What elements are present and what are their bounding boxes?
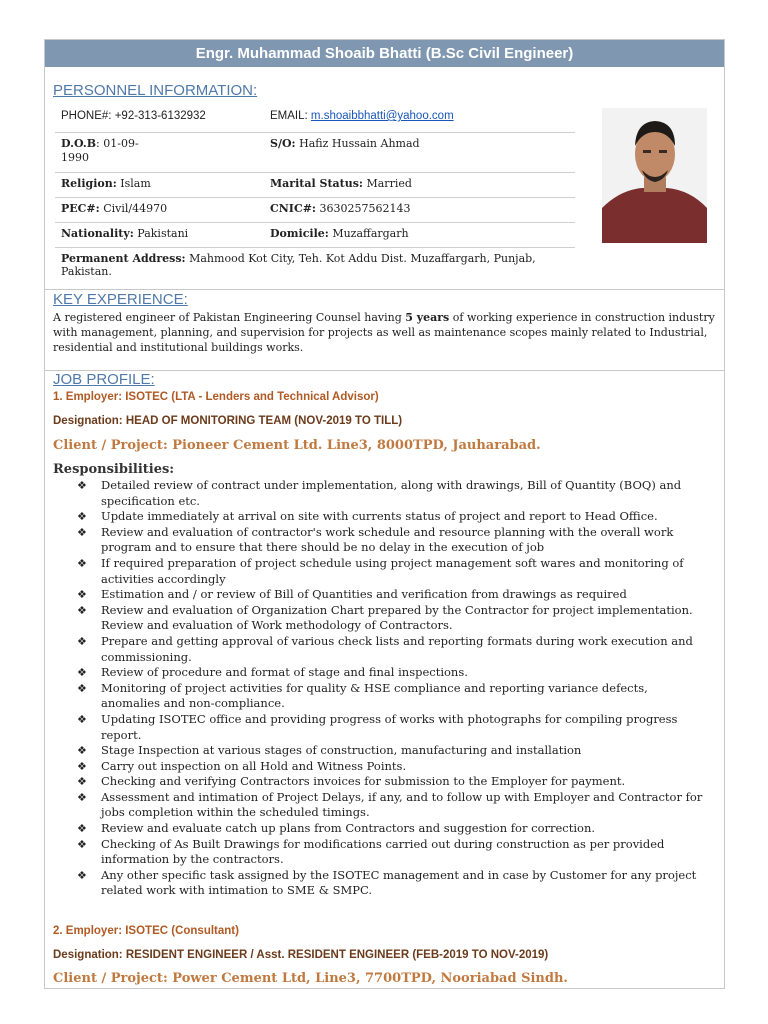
job-profile-heading: JOB PROFILE: xyxy=(53,371,155,388)
responsibilities-heading: Responsibilities: xyxy=(53,462,175,477)
email-label: EMAIL: xyxy=(270,110,308,122)
diamond-bullet-icon: ❖ xyxy=(77,681,87,695)
list-item: ❖ Estimation and / or review of Bill of Quantities and verification from drawings as required xyxy=(77,587,627,602)
list-item: ❖ Review of procedure and format of stage and final inspections. xyxy=(77,665,468,680)
employer-2-value: ISOTEC (Consultant) xyxy=(125,925,239,937)
diamond-bullet-icon: ❖ xyxy=(77,712,87,726)
experience-text-2: of working experience in construction industry with management, planning, and supervision for projects as well as maintenance scopes mainly related to Industrial, residential and institutional buildings works. xyxy=(53,311,715,354)
list-item: ❖ Stage Inspection at various stages of construction, manufacturing and installation xyxy=(77,743,582,758)
resume-page xyxy=(44,39,725,989)
designation-1-label: Designation: xyxy=(53,415,123,427)
diamond-bullet-icon: ❖ xyxy=(77,588,87,602)
religion-label: Religion: xyxy=(61,177,117,190)
experience-text-1: A registered engineer of Pakistan Engineering Counsel having xyxy=(53,311,406,324)
experience-text xyxy=(53,310,717,355)
info-row xyxy=(55,106,575,133)
diamond-bullet-icon: ❖ xyxy=(77,822,87,836)
designation-2-value: RESIDENT ENGINEER / Asst. RESIDENT ENGINEER (FEB-2019 TO NOV-2019) xyxy=(125,949,549,961)
designation-1-value: HEAD OF MONITORING TEAM (NOV-2019 TO TILL) xyxy=(125,415,403,427)
list-item: ❖ Checking and verifying Contractors invoices for submission to the Employer for payment. xyxy=(77,774,626,789)
email-link[interactable]: m.shoaibbhatti@yahoo.com xyxy=(310,110,454,122)
nationality-label: Nationality: xyxy=(61,227,134,240)
domicile-value: Muzaffargarh xyxy=(332,227,409,240)
employer-1-value: ISOTEC (LTA - Lenders and Technical Advisor) xyxy=(125,391,379,403)
diamond-bullet-icon: ❖ xyxy=(77,603,87,617)
list-item: ❖ Monitoring of project activities for quality & HSE compliance and reporting variance defects, anomalies and non-compliance. xyxy=(77,680,648,711)
divider xyxy=(45,289,724,290)
diamond-bullet-icon: ❖ xyxy=(77,525,87,539)
diamond-bullet-icon: ❖ xyxy=(77,759,87,773)
religion-value: Islam xyxy=(120,177,151,190)
list-item: ❖ Review and evaluation of contractor's work schedule and resource planning with the overall work program and to ensure that there should be no delay in the execution of job xyxy=(77,524,674,555)
list-item: ❖ Review and evaluation of Organization Chart prepared by the Contractor for project implementation. Review and evaluation of Work methodology of Contractors. xyxy=(77,602,693,633)
employer-1-label: 1. Employer: xyxy=(53,391,123,403)
cnic-value: 3630257562143 xyxy=(319,202,411,215)
diamond-bullet-icon: ❖ xyxy=(77,775,87,789)
marital-value: Married xyxy=(366,177,412,190)
employer-2 xyxy=(53,925,239,937)
diamond-bullet-icon: ❖ xyxy=(77,868,87,882)
diamond-bullet-icon: ❖ xyxy=(77,790,87,804)
info-row xyxy=(55,248,575,286)
designation-2 xyxy=(53,949,548,961)
responsibilities-list xyxy=(75,478,705,899)
list-item: ❖ Carry out inspection on all Hold and Witness Points. xyxy=(77,758,407,773)
profile-photo xyxy=(602,108,707,243)
dob-value: : 01-09- xyxy=(96,137,139,150)
so-value: Hafiz Hussain Ahmad xyxy=(299,137,420,150)
phone-label: PHONE#: xyxy=(61,110,112,122)
diamond-bullet-icon: ❖ xyxy=(77,556,87,570)
dob-year: 1990 xyxy=(61,151,89,164)
list-item: ❖ Prepare and getting approval of various check lists and reporting formats during work execution and commissioning. xyxy=(77,633,693,664)
list-item: ❖ Update immediately at arrival on site with currents status of project and report to Head Office. xyxy=(77,509,658,524)
address-label: Permanent Address: xyxy=(61,252,186,265)
experience-years: 5 years xyxy=(405,311,450,324)
diamond-bullet-icon: ❖ xyxy=(77,837,87,851)
personnel-table xyxy=(55,106,575,286)
info-row xyxy=(55,173,575,198)
marital-label: Marital Status: xyxy=(270,177,363,190)
info-row xyxy=(55,133,575,173)
list-item: ❖ Any other specific task assigned by the ISOTEC management and in case by Customer for any project related work with intimation to SME & SMPC. xyxy=(77,867,697,898)
list-item: ❖ If required preparation of project schedule using project management soft wares and monitoring of activities accordingly xyxy=(77,555,684,586)
employer-1 xyxy=(53,391,379,403)
designation-2-label: Designation: xyxy=(53,949,123,961)
experience-heading: KEY EXPERIENCE: xyxy=(53,291,188,308)
list-item: ❖ Assessment and intimation of Project Delays, if any, and to follow up with Employer and Contractor for jobs completion within the scheduled timings. xyxy=(77,789,703,820)
list-item: ❖ Review and evaluate catch up plans from Contractors and suggestion for correction. xyxy=(77,821,596,836)
diamond-bullet-icon: ❖ xyxy=(77,510,87,524)
client-2: Client / Project: Power Cement Ltd, Line3, 7700TPD, Nooriabad Sindh. xyxy=(53,971,568,986)
dob-label: D.O.B xyxy=(61,137,97,150)
pec-value: Civil/44970 xyxy=(103,202,168,215)
address-value: Mahmood Kot City, Teh. Kot Addu Dist. Muzaffargarh, Punjab, xyxy=(189,252,536,265)
personnel-heading: PERSONNEL INFORMATION: xyxy=(53,82,258,99)
diamond-bullet-icon: ❖ xyxy=(77,666,87,680)
address-value-2: Pakistan. xyxy=(61,265,112,278)
diamond-bullet-icon: ❖ xyxy=(77,634,87,648)
nationality-value: Pakistani xyxy=(137,227,189,240)
person-photo-icon xyxy=(602,108,707,243)
list-item: ❖ Checking of As Built Drawings for modifications carried out during construction as per provided information by the contractors. xyxy=(77,836,665,867)
designation-1 xyxy=(53,415,402,427)
employer-2-label: 2. Employer: xyxy=(53,925,123,937)
info-row xyxy=(55,198,575,223)
so-label: S/O: xyxy=(270,137,296,150)
client-1: Client / Project: Pioneer Cement Ltd. Line3, 8000TPD, Jauharabad. xyxy=(53,438,541,453)
cnic-label: CNIC#: xyxy=(270,202,316,215)
diamond-bullet-icon: ❖ xyxy=(77,479,87,492)
pec-label: PEC#: xyxy=(61,202,100,215)
domicile-label: Domicile: xyxy=(270,227,329,240)
list-item: ❖ Detailed review of contract under implementation, along with drawings, Bill of Quantity (BOQ) and specification etc. xyxy=(77,478,682,508)
resume-title: Engr. Muhammad Shoaib Bhatti (B.Sc Civil Engineer) xyxy=(45,40,724,67)
info-row xyxy=(55,223,575,248)
phone-value: +92-313-6132932 xyxy=(114,110,206,122)
diamond-bullet-icon: ❖ xyxy=(77,744,87,758)
list-item: ❖ Updating ISOTEC office and providing progress of works with photographs for compiling progress report. xyxy=(77,711,678,742)
